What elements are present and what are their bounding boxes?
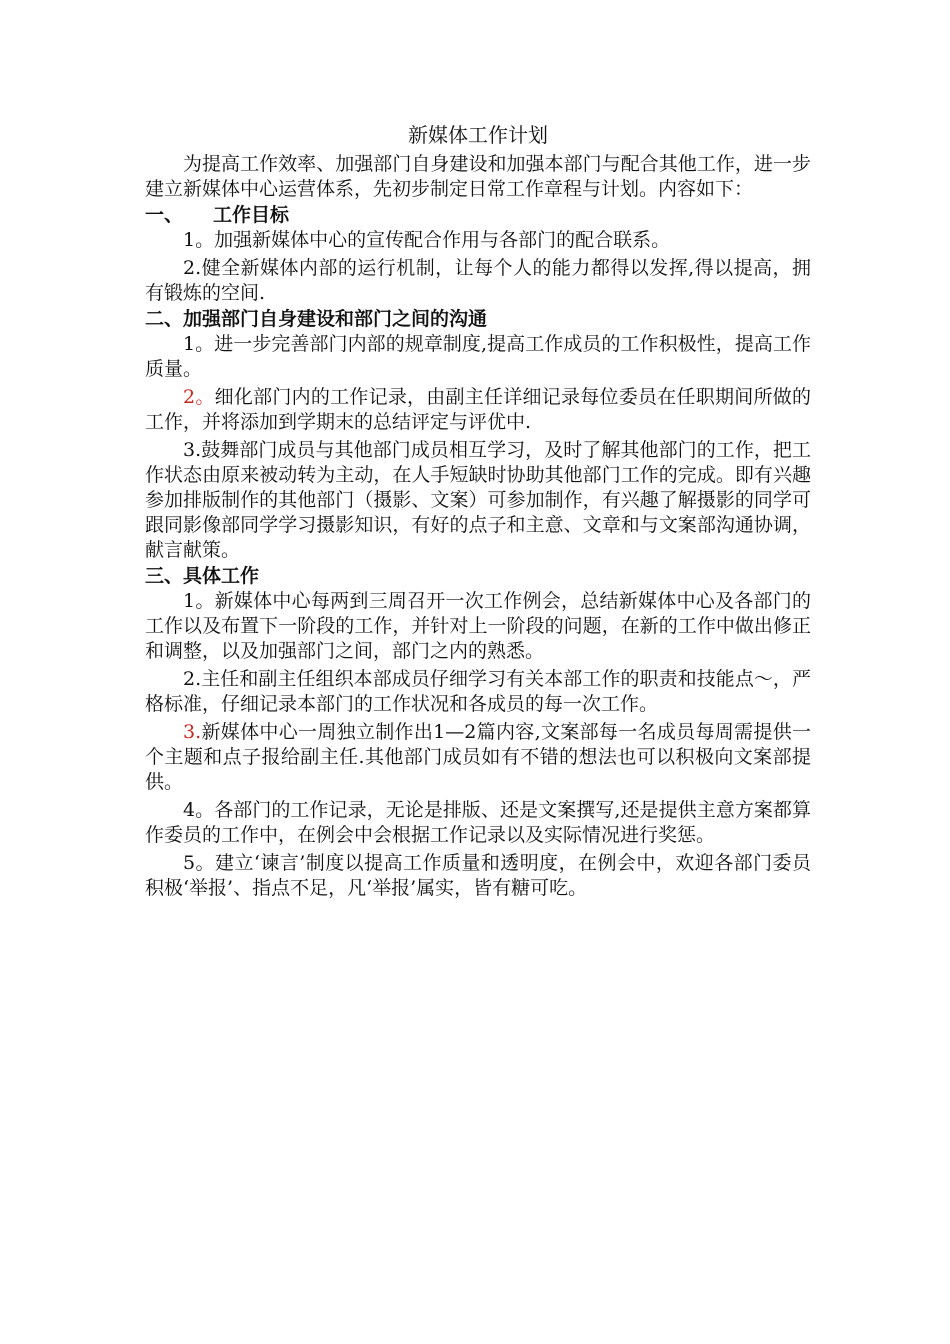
- list-item: [145, 798, 811, 848]
- item-number: 3.: [183, 439, 202, 461]
- section-heading-3: [145, 563, 811, 589]
- list-item: [145, 385, 811, 435]
- section-title: 具体工作: [183, 565, 260, 587]
- item-text: 健全新媒体内部的运行机制，让每个人的能力都得以发挥,得以提高，拥有锻炼的空间.: [145, 257, 811, 304]
- item-number-highlight: 2。: [183, 386, 215, 408]
- item-text: 进一步完善部门内部的规章制度,提高工作成员的工作积极性，提高工作质量。: [145, 333, 811, 380]
- section-number: 一、: [145, 204, 184, 226]
- section-number: 二、: [145, 308, 184, 330]
- section-heading-2: [145, 306, 811, 332]
- section-number: 三、: [145, 565, 184, 587]
- item-text: 细化部门内的工作记录，由副主任详细记录每位委员在任职期间所做的工作，并将添加到学期末的总结评定与评优中.: [145, 386, 811, 433]
- document-page: [145, 120, 811, 901]
- item-number-highlight: 3.: [183, 721, 202, 743]
- item-number: 2.: [183, 668, 202, 690]
- item-number: 1。: [183, 590, 215, 612]
- item-text: 新媒体中心每两到三周召开一次工作例会，总结新媒体中心及各部门的工作以及布置下一阶段的工作，并针对上一阶段的问题，在新的工作中做出修正和调整，以及加强部门之间，部门之内的熟悉。: [145, 590, 811, 662]
- section-title: 工作目标: [213, 204, 290, 226]
- item-number: 4。: [183, 799, 215, 821]
- section-title: 加强部门自身建设和部门之间的沟通: [183, 308, 488, 330]
- item-text: 新媒体中心一周独立制作出1—2篇内容,文案部每一名成员每周需提供一个主题和点子报给副主任.其他部门成员如有不错的想法也可以积极向文案部提供。: [145, 721, 811, 793]
- list-item: [145, 589, 811, 664]
- item-number: 1。: [183, 229, 215, 251]
- item-number: 2.: [183, 257, 202, 279]
- list-item: [145, 720, 811, 795]
- list-item: [145, 667, 811, 717]
- item-text: 各部门的工作记录，无论是排版、还是文案撰写,还是提供主意方案都算作委员的工作中，在例会中会根据工作记录以及实际情况进行奖惩。: [145, 799, 811, 846]
- list-item: [145, 256, 811, 306]
- list-item: [145, 332, 811, 382]
- list-item: [145, 228, 811, 253]
- item-text: 鼓舞部门成员与其他部门成员相互学习，及时了解其他部门的工作，把工作状态由原来被动转为主动，在人手短缺时协助其他部门工作的完成。即有兴趣参加排版制作的其他部门（摄影、文案）可参加制作，有兴趣了解摄影的同学可跟同影像部同学学习摄影知识，有好的点子和主意、文章和与文案部沟通协调，献言献策。: [145, 439, 811, 561]
- document-title: 新媒体工作计划: [408, 123, 548, 147]
- item-text: 加强新媒体中心的宣传配合作用与各部门的配合联系。: [214, 229, 671, 251]
- list-item: [145, 851, 811, 901]
- section-heading-1: [145, 202, 811, 228]
- item-text: 建立‘谏言’制度以提高工作质量和透明度，在例会中，欢迎各部门委员积极‘举报’、指点不足，凡‘举报’属实，皆有糖可吃。: [145, 852, 811, 899]
- item-number: 1。: [183, 333, 215, 355]
- item-number: 5。: [183, 852, 215, 874]
- item-text: 主任和副主任组织本部成员仔细学习有关本部工作的职责和技能点～，严格标准，仔细记录本部门的工作状况和各成员的每一次工作。: [145, 668, 811, 715]
- list-item: [145, 438, 811, 563]
- intro-paragraph: 为提高工作效率、加强部门自身建设和加强本部门与配合其他工作，进一步建立新媒体中心运营体系，先初步制定日常工作章程与计划。内容如下：: [145, 153, 811, 200]
